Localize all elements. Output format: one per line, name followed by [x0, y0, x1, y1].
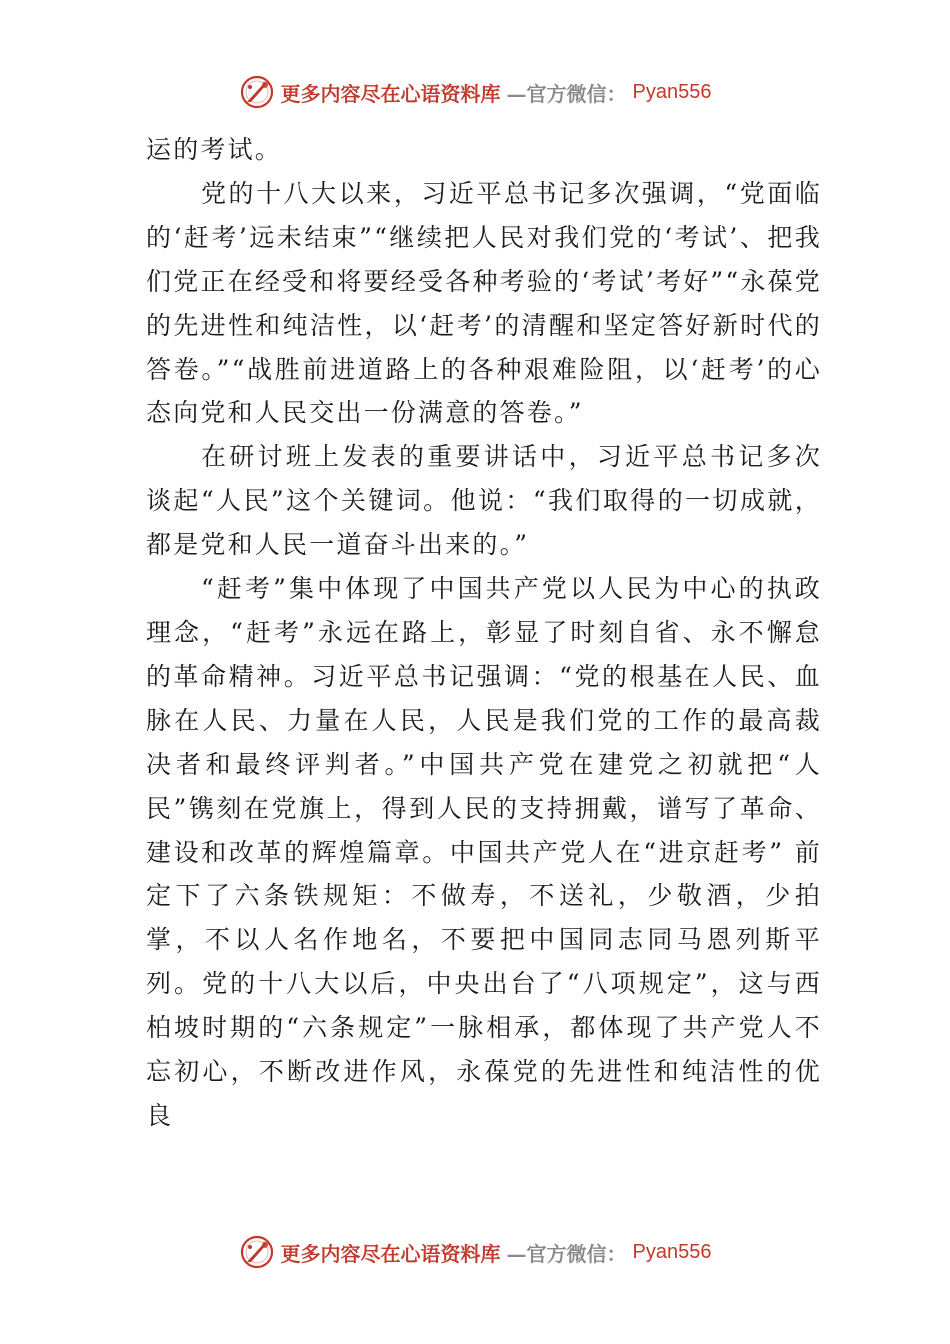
header-banner [0, 72, 950, 112]
header-wechat-id: Pyan556 [632, 80, 712, 103]
paragraph: “赶考”集中体现了中国共产党以人民为中心的执政理念，“赶考”永远在路上，彰显了时刻自省、永不懈怠的革命精神。习近平总书记强调：“党的根基在人民、血脉在人民、力量在人民，人民是我们党的工作的最高裁决者和最终评判者。”中国共产党在建党之初就把“人民”镌刻在党旗上，得到人民的支持拥戴，谱写了革命、建设和改革的辉煌篇章。中国共产党人在“进京赶考” 前定下了六条铁规矩：不做寿，不送礼，少敬酒，少拍掌，不以人名作地名，不要把中国同志同马恩列斯平列。党的十八大以后，中央出台了“八项规定”，这与西柏坡时期的“六条规定”一脉相承，都体现了共产党人不忘初心，不断改进作风，永葆党的先进性和纯洁性的优良 [146, 574, 822, 1130]
footer-slogan: 更多内容尽在心语资料库 [280, 1241, 501, 1266]
paragraph: 在研讨班上发表的重要讲话中，习近平总书记多次谈起“人民”这个关键词。他说：“我们取得的一切成就，都是党和人民一道奋斗出来的。” [146, 442, 822, 560]
header-slogan: 更多内容尽在心语资料库 [280, 81, 501, 106]
paragraph: 党的十八大以来，习近平总书记多次强调，“党面临的‘赶考’远未结束”“继续把人民对我们党的‘考试’、把我们党正在经受和将要经受各种考验的‘考试’考好”“永葆党的先进性和纯洁性，以‘赶考’的清醒和坚定答好新时代的答卷。”“战胜前进道路上的各种艰难险阻，以‘赶考’的心态向党和人民交出一份满意的答卷。” [146, 178, 822, 428]
quill-pen-circle-icon [239, 1234, 275, 1270]
document-body [146, 128, 822, 1138]
header-wechat-label: —官方微信： [506, 81, 627, 106]
paragraph-continuation: 运的考试。 [146, 135, 283, 164]
footer-wechat-id: Pyan556 [632, 1240, 712, 1263]
quill-pen-circle-icon [239, 74, 275, 110]
footer-wechat-label: —官方微信： [506, 1241, 627, 1266]
footer-banner [0, 1232, 950, 1272]
